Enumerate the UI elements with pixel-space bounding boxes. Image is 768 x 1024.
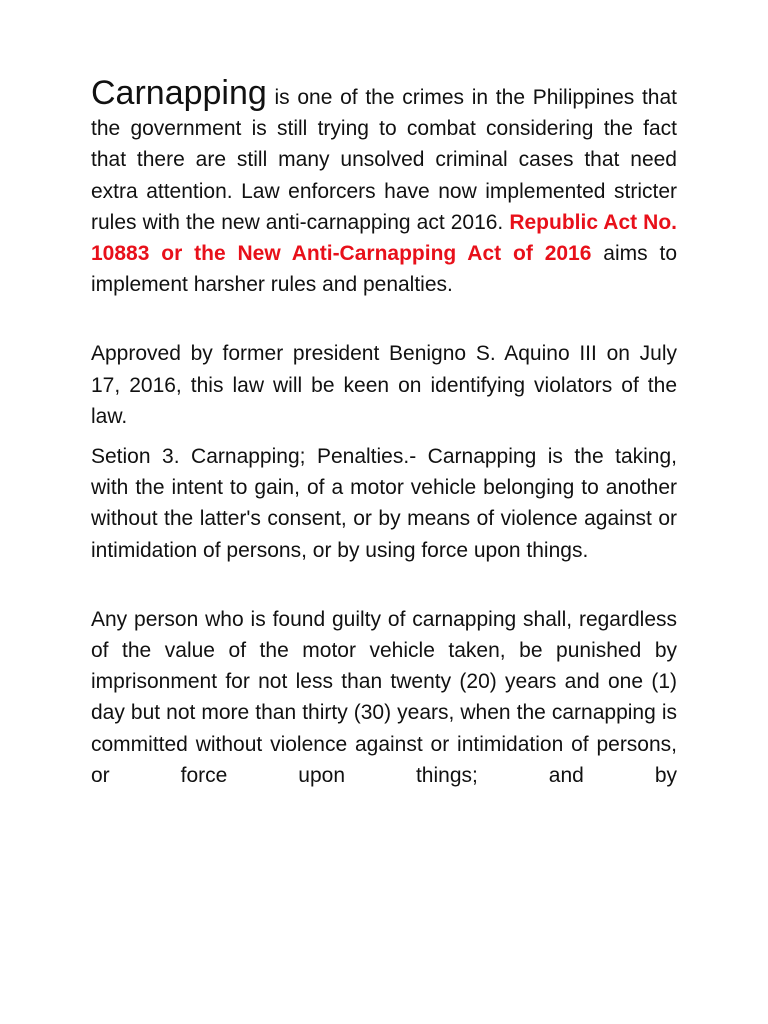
penalty-paragraph: Any person who is found guilty of carnapping shall, regardless of the value of the motor vehicle taken, be punished by imprisonment for not less than twenty (20) years and one (1) day but not more than thirty (30) years, when the carnapping is committed without violence against or intimidation of persons, or force upon things; and by <box>91 607 677 787</box>
intro-text-end: aims to implement harsher rules and penalties. <box>91 242 677 297</box>
section-3-paragraph: Setion 3. Carnapping; Penalties.- Carnapping is the taking, with the intent to gain, of a motor vehicle belonging to another without the latter's consent, or by means of violence against or intimidation of persons, or by using force upon things. <box>91 445 677 562</box>
act-highlight: Republic Act No. 10883 or the New Anti-Carnapping Act of 2016 <box>91 210 678 266</box>
intro-text: is one of the crimes in the Philippines that the government is still trying to combat considering the fact that there are still many unsolved criminal cases that need extra attention. Law enforcers have now implemented stricter rules with the new anti-carnapping act 2016. <box>91 86 677 234</box>
approval-paragraph: Approved by former president Benigno S. Aquino III on July 17, 2016, this law will be keen on identifying violators of the law. <box>91 342 677 428</box>
intro-paragraph <box>91 74 678 300</box>
lead-word: Carnapping <box>91 74 267 112</box>
document-page <box>91 74 678 791</box>
